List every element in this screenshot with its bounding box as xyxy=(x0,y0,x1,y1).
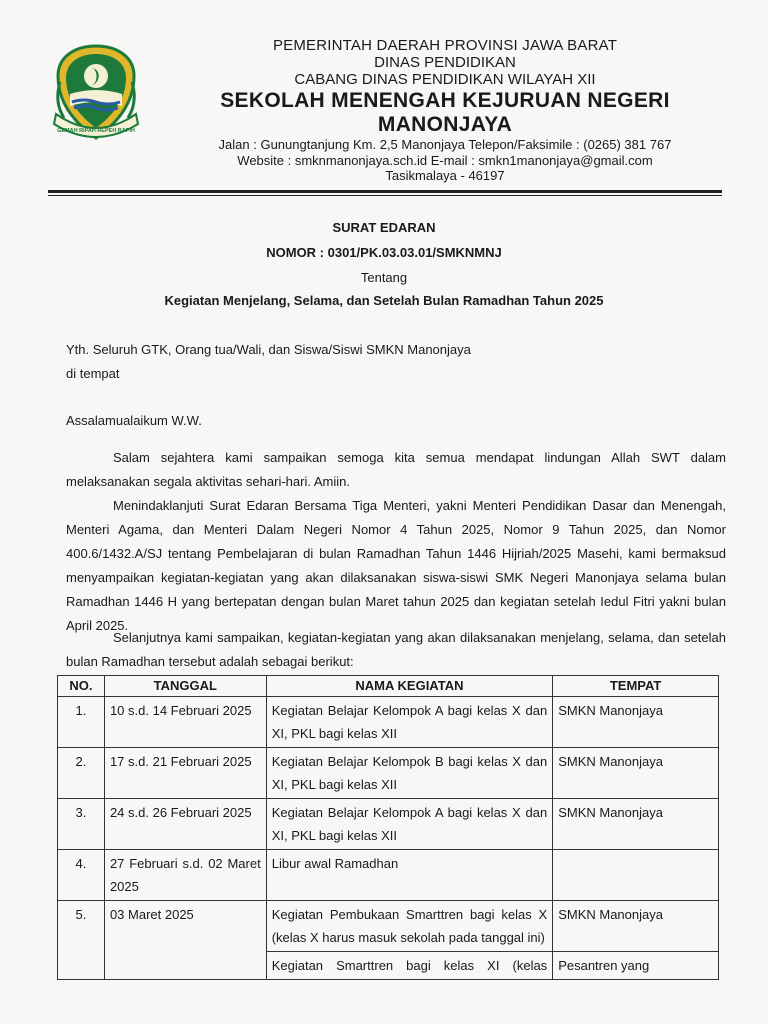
row-date: 03 Maret 2025 xyxy=(104,901,266,980)
row-no: 2. xyxy=(58,748,105,799)
row-no: 1. xyxy=(58,697,105,748)
row-date: 17 s.d. 21 Februari 2025 xyxy=(104,748,266,799)
paragraph-intro-table: Selanjutnya kami sampaikan, kegiatan-kegiatan yang akan dilaksanakan menjelang, selama, dan setelah bulan Ramadhan tersebut adalah sebagai berikut: xyxy=(66,630,726,669)
letterhead-branch: CABANG DINAS PENDIDIKAN WILAYAH XII xyxy=(294,71,596,88)
document-number: NOMOR : 0301/PK.03.03.01/SMKNMNJ xyxy=(266,245,502,260)
addressee-place: di tempat xyxy=(66,366,120,381)
row-date: 24 s.d. 26 Februari 2025 xyxy=(104,799,266,850)
letterhead-address: Jalan : Gunungtanjung Km. 2,5 Manonjaya Telepon/Faksimile : (0265) 381 767 xyxy=(218,137,672,152)
document-type: SURAT EDARAN xyxy=(332,220,436,235)
row-place: SMKN Manonjaya xyxy=(553,799,719,850)
row-place: SMKN Manonjaya xyxy=(553,901,719,952)
row-activity: Kegiatan Belajar Kelompok A bagi kelas X dan XI, PKL bagi kelas XII xyxy=(266,697,552,748)
document-subject: Kegiatan Menjelang, Selama, dan Setelah Bulan Ramadhan Tahun 2025 xyxy=(164,293,604,308)
row-date: 10 s.d. 14 Februari 2025 xyxy=(104,697,266,748)
header-date: TANGGAL xyxy=(104,676,266,697)
header-activity: NAMA KEGIATAN xyxy=(266,676,552,697)
greeting: Assalamualaikum W.W. xyxy=(66,413,202,428)
letterhead-city: Tasikmalaya - 46197 xyxy=(385,168,505,183)
activity-schedule-table xyxy=(57,675,719,980)
document-about: Tentang xyxy=(360,270,408,285)
row-place: Pesantren yang xyxy=(553,952,719,980)
table-row xyxy=(58,901,719,952)
letterhead-department: DINAS PENDIDIKAN xyxy=(374,54,516,71)
addressee-to: Yth. Seluruh GTK, Orang tua/Wali, dan Siswa/Siswi SMKN Manonjaya xyxy=(66,342,471,357)
row-no: 3. xyxy=(58,799,105,850)
row-activity: Kegiatan Belajar Kelompok B bagi kelas X dan XI, PKL bagi kelas XII xyxy=(266,748,552,799)
row-place xyxy=(553,850,719,901)
letterhead-school-location: MANONJAYA xyxy=(377,113,513,136)
letterhead-school-name: SEKOLAH MENENGAH KEJURUAN NEGERI xyxy=(220,89,670,112)
svg-text:GEMAH RIPAH REPEH RAPIH: GEMAH RIPAH REPEH RAPIH xyxy=(57,128,135,134)
paragraph-reference: Menindaklanjuti Surat Edaran Bersama Tiga Menteri, yakni Menteri Pendidikan Dasar dan Menengah, Menteri Agama, dan Menteri Dalam Negeri Nomor 4 Tahun 2025, Nomor 9 Tahun 2025, dan Nomor 400.6/1432.A/SJ tentang Pembelajaran di bulan Ramadhan Tahun 1446 Hijriah/2025 Masehi, kami bermaksud menyampaikan kegiatan-kegiatan yang akan dilaksanakan siswa-siswi SMK Negeri Manonjaya selama bulan Ramadhan 1446 H yang bertepatan dengan bulan Maret tahun 2025 dan kegiatan setelah Iedul Fitri yakni bulan April 2025. xyxy=(66,498,726,633)
table-row xyxy=(58,850,719,901)
table-row xyxy=(58,748,719,799)
row-activity: Libur awal Ramadhan xyxy=(266,850,552,901)
row-no: 5. xyxy=(58,901,105,980)
table-row xyxy=(58,697,719,748)
header-no: NO. xyxy=(58,676,105,697)
table-header-row xyxy=(58,676,719,697)
row-activity: Kegiatan Pembukaan Smarttren bagi kelas X (kelas X harus masuk sekolah pada tanggal ini) xyxy=(266,901,552,952)
row-place: SMKN Manonjaya xyxy=(553,748,719,799)
letterhead-thick-rule xyxy=(48,190,722,193)
letterhead-government: PEMERINTAH DAERAH PROVINSI JAWA BARAT xyxy=(272,37,618,54)
row-activity-text: Kegiatan Smarttren bagi kelas XI (kelas xyxy=(271,958,548,973)
letterhead-web-email: Website : smknmanonjaya.sch.id E-mail : smkn1manonjaya@gmail.com xyxy=(237,153,653,168)
jawa-barat-emblem-logo xyxy=(52,42,140,146)
row-no: 4. xyxy=(58,850,105,901)
letterhead-thin-rule xyxy=(48,195,722,196)
table-row xyxy=(58,799,719,850)
row-date: 27 Februari s.d. 02 Maret 2025 xyxy=(104,850,266,901)
header-place: TEMPAT xyxy=(553,676,719,697)
row-activity xyxy=(266,952,552,980)
row-activity: Kegiatan Belajar Kelompok A bagi kelas X dan XI, PKL bagi kelas XII xyxy=(266,799,552,850)
row-place: SMKN Manonjaya xyxy=(553,697,719,748)
paragraph-opening: Salam sejahtera kami sampaikan semoga kita semua mendapat lindungan Allah SWT dalam melaksanakan segala aktivitas sehari-hari. Amiin. xyxy=(66,450,726,489)
